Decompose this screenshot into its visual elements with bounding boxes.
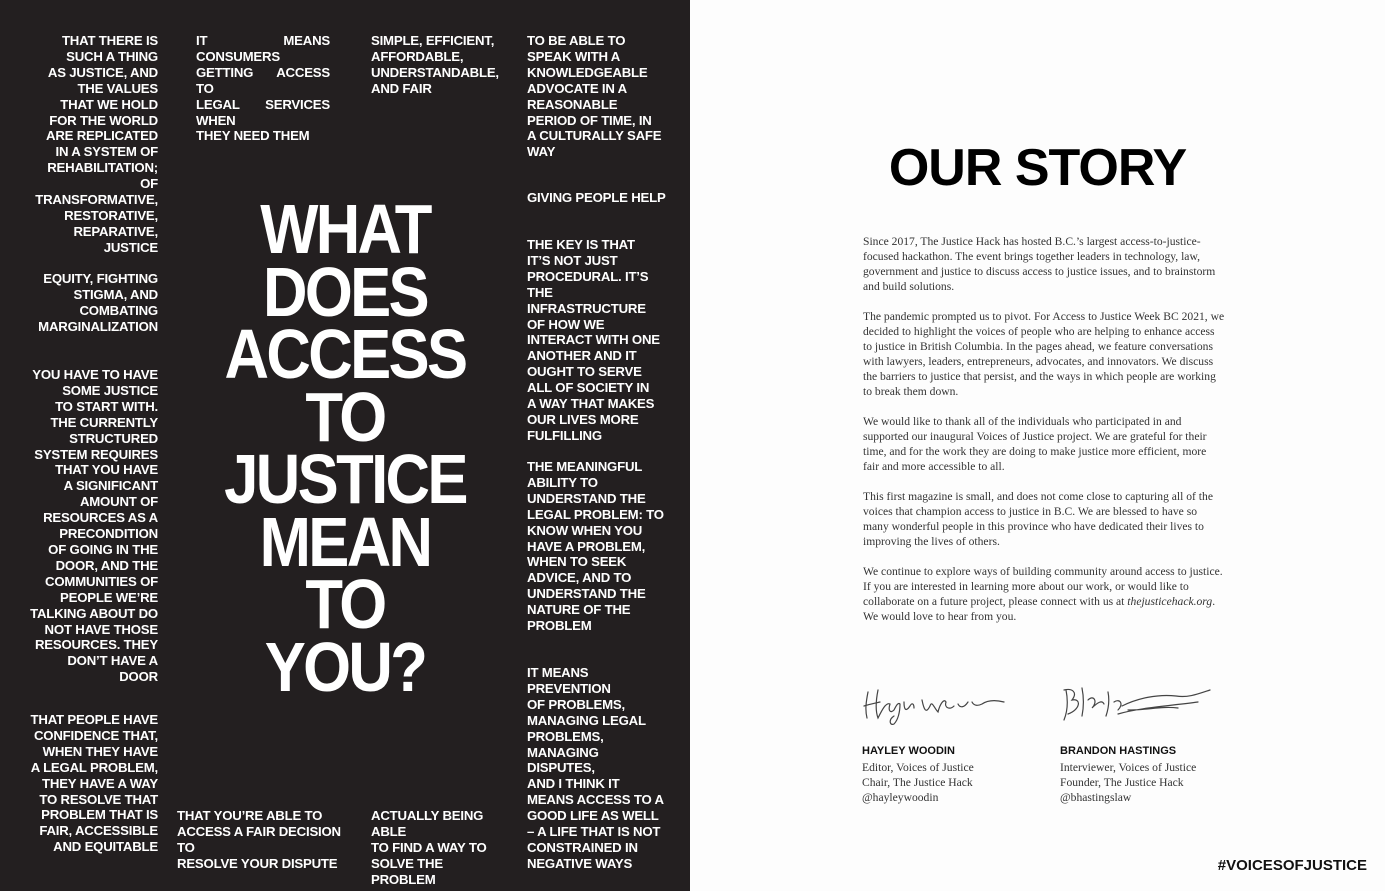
- contact-text-end: . We would love to hear from you.: [863, 595, 1216, 623]
- signature-hayley: [860, 680, 1020, 730]
- quote-col3-bottom: ACTUALLY BEING ABLE TO FIND A WAY TO SOLVE THE PROBLEM: [371, 808, 487, 887]
- quote-col1-d: THAT PEOPLE HAVE CONFIDENCE THAT, WHEN THEY HAVE A LEGAL PROBLEM, THEY HAVE A WAY TO RESOLVE THAT PROBLEM THAT IS FAIR, ACCESSIBLE AND EQUITABLE: [30, 712, 158, 855]
- signatory-org: Founder, The Justice Hack: [1060, 776, 1184, 789]
- quote-col1-c: YOU HAVE TO HAVE SOME JUSTICE TO START WITH. THE CURRENTLY STRUCTURED SYSTEM REQUIRES THAT YOU HAVE A SIGNIFICANT AMOUNT OF RESOURCES AS A PRECONDITION OF GOING IN THE DOOR, AND THE COMMUNITIES OF PEOPLE WE’RE TALKING ABOUT DO NOT HAVE THOSE RESOURCES. THEY DON’T HAVE A DOOR: [30, 367, 158, 685]
- quote-col3-top: SIMPLE, EFFICIENT, AFFORDABLE, UNDERSTANDABLE, AND FAIR: [371, 33, 499, 96]
- signatory-handle: @hayleywoodin: [862, 791, 939, 804]
- story-paragraph: This first magazine is small, and does not come close to capturing all of the voices that champion access to justice in B.C. We are blessed to have so many wonderful people in this province who have dedicated their lives to improving the lives of others.: [863, 490, 1213, 548]
- signatory-role: Interviewer, Voices of Justice: [1060, 761, 1197, 774]
- signatory-org: Chair, The Justice Hack: [862, 776, 973, 789]
- quote-col4-d: THE MEANINGFUL ABILITY TO UNDERSTAND THE LEGAL PROBLEM: TO KNOW WHEN YOU HAVE A PROBLEM, WHEN TO SEEK ADVICE, AND TO UNDERSTAND THE NATURE OF THE PROBLEM: [527, 459, 664, 634]
- signatory-name: HAYLEY WOODIN: [862, 745, 955, 757]
- left-page: [0, 0, 690, 891]
- signature-brandon: [1058, 680, 1218, 730]
- story-body: [863, 234, 1225, 639]
- quote-col4-e: IT MEANS PREVENTION OF PROBLEMS, MANAGING LEGAL PROBLEMS, MANAGING DISPUTES, AND I THINK IT MEANS ACCESS TO A GOOD LIFE AS WELL – A LIFE THAT IS NOT CONSTRAINED IN NEGATIVE WAYS: [527, 665, 664, 871]
- quote-col4-b: GIVING PEOPLE HELP: [527, 190, 666, 205]
- quote-col1-a: THAT THERE IS SUCH A THING AS JUSTICE, AND THE VALUES THAT WE HOLD FOR THE WORLD ARE REPLICATED IN A SYSTEM OF REHABILITATION; OF TRANSFORMATIVE, RESTORATIVE, REPARATIVE, JUSTICE: [35, 33, 158, 255]
- story-paragraph-contact: [863, 564, 1225, 624]
- signatory-brandon: [1060, 744, 1196, 805]
- page-title: OUR STORY: [888, 139, 1187, 197]
- story-paragraph: The pandemic prompted us to pivot. For Access to Justice Week BC 2021, we decided to highlight the voices of people who are helping to enhance access to justice in British Columbia. In the pages ahead, we feature conversations with lawyers, leaders, entrepreneurs, advocates, and innovators. We discuss the barriers to justice that persist, and the ways in which people are working to break them down.: [863, 310, 1225, 398]
- quote-col4-c: THE KEY IS THAT IT’S NOT JUST PROCEDURAL. IT’S THE INFRASTRUCTURE OF HOW WE INTERACT WITH ONE ANOTHER AND IT OUGHT TO SERVE ALL OF SOCIETY IN A WAY THAT MAKES OUR LIVES MORE FULFILLING: [527, 237, 660, 443]
- signatory-name: BRANDON HASTINGS: [1060, 745, 1177, 757]
- story-paragraph: Since 2017, The Justice Hack has hosted B.C.’s largest access-to-justice-focused hackathon. The event brings together leaders in technology, law, government and justice to discuss access to justice issues, and to brainstorm and build solutions.: [863, 235, 1216, 293]
- hashtag: #VOICESOFJUSTICE: [1217, 857, 1367, 874]
- quote-col2-top: IT MEANS CONSUMERS GETTING ACCESS TO LEGAL SERVICES WHEN THEY NEED THEM: [196, 33, 330, 144]
- signatory-hayley: [862, 744, 974, 805]
- contact-text: We continue to explore ways of building community around access to justice. If you are interested in learning more about our work, or would like to collaborate on a future project, please connect with us at: [863, 565, 1223, 608]
- right-page: [690, 0, 1385, 891]
- website-link[interactable]: thejusticehack.org: [1127, 595, 1213, 608]
- quote-col2-bottom: THAT YOU’RE ABLE TO ACCESS A FAIR DECISION TO RESOLVE YOUR DISPUTE: [177, 808, 341, 871]
- quote-col1-b: EQUITY, FIGHTING STIGMA, AND COMBATING MARGINALIZATION: [38, 271, 158, 334]
- headline: WHAT DOES ACCESS TO JUSTICE MEAN TO YOU?: [224, 190, 466, 706]
- signatory-handle: @bhastingslaw: [1060, 791, 1132, 804]
- quote-col4-a: TO BE ABLE TO SPEAK WITH A KNOWLEDGEABLE ADVOCATE IN A REASONABLE PERIOD OF TIME, IN A CULTURALLY SAFE WAY: [527, 33, 662, 160]
- story-paragraph: We would like to thank all of the individuals who participated in and supported our inaugural Voices of Justice project. We are grateful for their time, and for the work they are doing to make justice more efficient, more fair and more accessible to all.: [863, 415, 1207, 473]
- signatory-role: Editor, Voices of Justice: [862, 761, 974, 774]
